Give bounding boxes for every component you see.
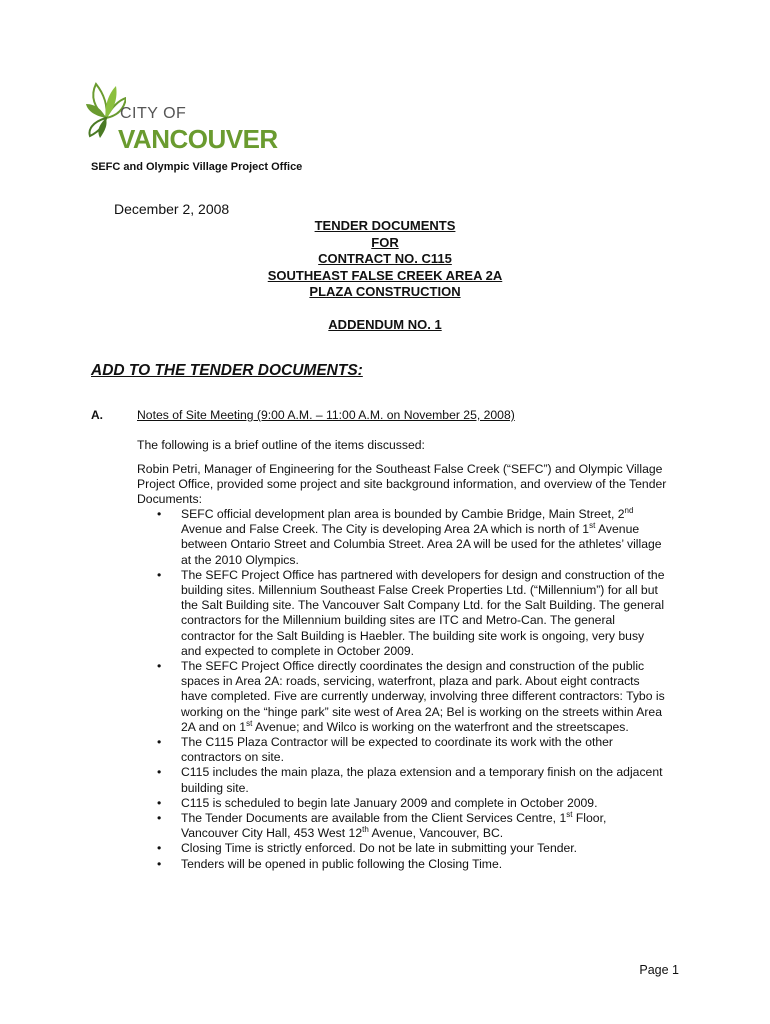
title-line: TENDER DOCUMENTS — [314, 218, 456, 233]
logo-vancouver-text: VANCOUVER — [118, 124, 278, 154]
bullet-icon: • — [157, 841, 162, 856]
list-item: • C115 is scheduled to begin late January 2009 and complete in October 2009. — [157, 795, 598, 810]
title-line: SOUTHEAST FALSE CREEK AREA 2A — [267, 267, 503, 283]
title-line: CONTRACT NO. C115 — [318, 251, 452, 266]
list-item: • SEFC official development plan area is bounded by Cambie Bridge, Main Street, 2nd Avenue and False Creek. The City is developing Area 2A which is north of 1st Avenue between Ontario Street and Columbia Street. Area 2A will be used for the athletes’ village at the 2010 Olympics. — [157, 505, 662, 567]
addendum-number: ADDENDUM NO. 1 — [328, 317, 442, 332]
city-logo — [86, 78, 276, 156]
bullet-icon: • — [157, 507, 162, 521]
logo-city-text: CITY OF — [120, 105, 187, 122]
bullet-icon: • — [157, 856, 162, 871]
title-line: FOR — [371, 234, 399, 250]
list-item: • The SEFC Project Office has partnered with developers for design and construction of the building sites. Millennium Southeast False Creek Properties Ltd. (“Millennium”) for all but the Salt Building site. The Vancouver Salt Company Ltd. for the Salt Building. The general contractors for the Millennium building sites are ITC and Metro-Can. The general contractor for the Salt Building is Haebler. The building site work is ongoing, very busy and expected to complete in October 2009. — [157, 567, 665, 658]
list-item: • C115 includes the main plaza, the plaza extension and a temporary finish on the adjacent building site. — [157, 765, 663, 795]
document-date: December 2, 2008 — [114, 201, 230, 217]
overview-paragraph: Robin Petri, Manager of Engineering for the Southeast False Creek (“SEFC”) and Olympic Village Project Office, provided some project and site background information, and overview of the Tender Documents: — [137, 462, 667, 507]
bullet-icon: • — [157, 795, 162, 810]
list-item: • The SEFC Project Office directly coordinates the design and construction of the public spaces in Area 2A: roads, servicing, waterfront, plaza and park. About eight contracts have completed. Five are currently underway, involving three different contractors: Tybo is working on the “hinge park” site west of Area 2A; Bel is working on the streets within Area 2A and on 1st Avenue; and Wilco is working on the waterfront and the streetscapes. — [157, 659, 665, 734]
bullet-icon: • — [157, 811, 162, 826]
bullet-icon: • — [157, 567, 162, 582]
list-item: • Tenders will be opened in public following the Closing Time. — [157, 856, 503, 871]
bullet-icon: • — [157, 765, 162, 780]
section-letter: A. — [91, 408, 103, 422]
bullet-list — [137, 507, 667, 872]
list-item: • The C115 Plaza Contractor will be expected to coordinate its work with the other contractors on site. — [157, 735, 613, 765]
bullet-icon: • — [157, 735, 162, 750]
page-number: Page 1 — [639, 963, 679, 977]
list-item: • The Tender Documents are available from the Client Services Centre, 1st Floor, Vancouver City Hall, 453 West 12th Avenue, Vancouver, BC. — [157, 810, 607, 841]
intro-text: The following is a brief outline of the items discussed: — [137, 438, 425, 452]
office-name: SEFC and Olympic Village Project Office — [91, 161, 303, 173]
section-heading: ADD TO THE TENDER DOCUMENTS: — [91, 362, 363, 379]
section-title: Notes of Site Meeting (9:00 A.M. – 11:00 A.M. on November 25, 2008) — [137, 408, 515, 422]
list-item: • Closing Time is strictly enforced. Do not be late in submitting your Tender. — [157, 841, 578, 856]
document-title — [0, 218, 770, 301]
bullet-icon: • — [157, 659, 162, 674]
title-line: PLAZA CONSTRUCTION — [309, 284, 461, 299]
